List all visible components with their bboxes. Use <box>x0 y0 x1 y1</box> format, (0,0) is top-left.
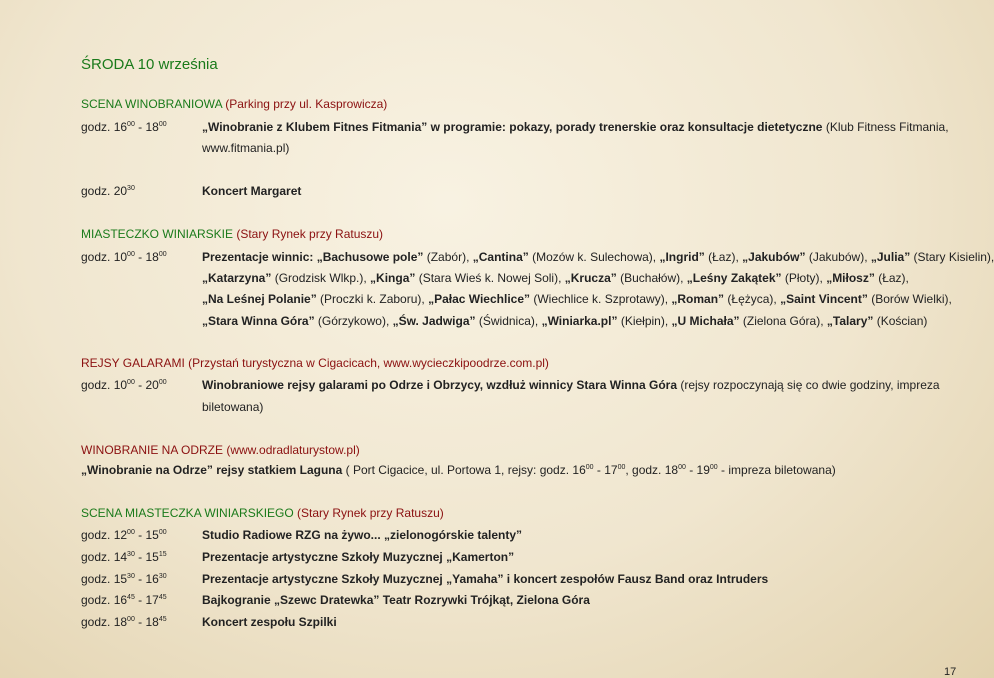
plain-text: (Mozów k. Sulechowa), <box>528 250 660 264</box>
rejsy-laguna-line <box>81 463 836 477</box>
schedule-time: godz. $15^{30} - 16^{30}$ <box>81 572 167 586</box>
plain-text: (Łaz), <box>874 271 909 285</box>
section-miasteczko-winiarskie-header <box>81 227 383 241</box>
plain-text: ( Port Cigacice, ul. Portowa 1, rejsy: godz. 16 <box>342 463 586 477</box>
plain-text: (Zielona Góra), <box>739 314 827 328</box>
section-location: (Stary Rynek przy Ratuszu) <box>293 506 444 520</box>
winnice-line-2 <box>202 271 909 285</box>
section-title: WINOBRANIE NA ODRZE <box>81 443 224 457</box>
plain-text: (Wiechlice k. Szprotawy), <box>530 292 672 306</box>
section-winobranie-na-odrze-header <box>81 443 360 457</box>
day-heading: ŚRODA 10 września <box>81 56 218 73</box>
plain-text: (Zabór), <box>423 250 473 264</box>
plain-text: (Borów Wielki), <box>867 292 952 306</box>
highlight-text: Prezentacje winnic: „Bachusowe pole” <box>202 250 424 264</box>
highlight-text: „Św. Jadwiga” <box>392 314 476 328</box>
plain-text: (Jakubów), <box>805 250 871 264</box>
winnice-line-4 <box>202 314 927 328</box>
event-description-cont: www.fitmania.pl) <box>202 141 290 155</box>
plain-text: - 17 <box>593 463 618 477</box>
plain-text: (Płoty), <box>781 271 827 285</box>
plain-text: , godz. 18 <box>625 463 679 477</box>
plain-text: (Łaz), <box>704 250 743 264</box>
event-description: Koncert Margaret <box>202 184 302 198</box>
highlight-text: „Cantina” <box>472 250 529 264</box>
event-time: godz. $16^{00} - 18^{00}$ <box>81 120 167 134</box>
plain-text: (Stara Wieś k. Nowej Soli), <box>415 271 565 285</box>
event-time: godz. $10^{00} - 18^{00}$ <box>81 250 167 264</box>
plain-text: (Łężyca), <box>724 292 781 306</box>
schedule-time: godz. $18^{00} - 18^{45}$ <box>81 615 167 629</box>
highlight-text: „Ingrid” <box>659 250 705 264</box>
event-time: godz. $10^{00} - 20^{00}$ <box>81 378 167 392</box>
schedule-description: Studio Radiowe RZG na żywo... „zielonogórskie talenty” <box>202 528 523 542</box>
section-title: SCENA WINOBRANIOWA <box>81 97 222 111</box>
plain-text: (Grodzisk Wlkp.), <box>271 271 371 285</box>
plain-text: (Kiełpin), <box>617 314 672 328</box>
event-description: Winobraniowe rejsy galarami po Odrze i Obrzycy, wzdłuż winnicy Stara Winna Góra (rejsy rozpoczynają się co dwie godziny, impreza <box>202 378 940 392</box>
plain-text: (Kościan) <box>873 314 928 328</box>
highlight-text: „Leśny Zakątek” <box>686 271 782 285</box>
schedule-time: godz. $14^{30} - 15^{15}$ <box>81 550 167 564</box>
section-location: (Parking przy ul. Kasprowicza) <box>221 97 388 111</box>
schedule-description: Prezentacje artystyczne Szkoły Muzycznej „Kamerton” <box>202 550 515 564</box>
highlight-text: „Na Leśnej Polanie” <box>202 292 317 306</box>
plain-text: (Stary Kisielin), <box>910 250 994 264</box>
time-superscript: 00 <box>678 464 686 471</box>
schedule-description: Bajkogranie „Szewc Dratewka” Teatr Rozrywki Trójkąt, Zielona Góra <box>202 593 590 607</box>
highlight-text: „Pałac Wiechlice” <box>428 292 531 306</box>
section-location: (www.odradlaturystow.pl) <box>223 443 360 457</box>
highlight-text: „Kinga” <box>370 271 416 285</box>
highlight-text: „Stara Winna Góra” <box>202 314 315 328</box>
section-rejsy-galarami-header <box>81 356 549 370</box>
event-description-cont: biletowana) <box>202 400 264 414</box>
schedule-description: Koncert zespołu Szpilki <box>202 615 337 629</box>
highlight-text: „Saint Vincent” <box>780 292 868 306</box>
highlight-text: „Jakubów” <box>742 250 806 264</box>
plain-text: - 19 <box>685 463 710 477</box>
winnice-line-1 <box>202 250 994 264</box>
highlight-text: „Winiarka.pl” <box>541 314 618 328</box>
highlight-text: „Julia” <box>870 250 911 264</box>
event-description: „Winobranie z Klubem Fitnes Fitmania” w programie: pokazy, porady trenerskie oraz konsultacje dietetyczne (Klub Fitness Fitmania, <box>202 120 949 134</box>
section-title: REJSY GALARAMI <box>81 356 185 370</box>
section-location: (Przystań turystyczna w Cigacicach, www.wycieczkipoodrze.com.pl) <box>184 356 549 370</box>
plain-text: (Proczki k. Zaboru), <box>316 292 429 306</box>
plain-text: (Górzykowo), <box>314 314 393 328</box>
section-location: (Stary Rynek przy Ratuszu) <box>233 227 384 241</box>
page-number: 17 <box>944 666 957 678</box>
plain-text: - impreza biletowana) <box>717 463 836 477</box>
schedule-time: godz. $16^{45} - 17^{45}$ <box>81 593 167 607</box>
highlight-text: „Miłosz” <box>826 271 875 285</box>
section-scena-winobraniowa-header <box>81 97 387 111</box>
section-scena-miasteczka-header <box>81 506 444 520</box>
time-superscript: 00 <box>617 464 626 471</box>
event-time: godz. $20^{30}$ <box>81 184 135 198</box>
section-title: MIASTECZKO WINIARSKIE <box>81 227 234 241</box>
section-title: SCENA MIASTECZKA WINIARSKIEGO <box>81 506 294 520</box>
plain-text: (Buchałów), <box>616 271 687 285</box>
plain-text: (Świdnica), <box>475 314 542 328</box>
time-superscript: 00 <box>585 464 594 471</box>
schedule-time: godz. $12^{00} - 15^{00}$ <box>81 528 167 542</box>
highlight-text: „Krucza” <box>564 271 617 285</box>
winnice-line-3 <box>202 292 952 306</box>
time-superscript: 00 <box>709 464 718 471</box>
highlight-text: „Winobranie na Odrze” rejsy statkiem Laguna <box>81 463 343 477</box>
highlight-text: „Roman” <box>671 292 725 306</box>
highlight-text: „Talary” <box>826 314 874 328</box>
highlight-text: „U Michała” <box>671 314 740 328</box>
schedule-description: Prezentacje artystyczne Szkoły Muzycznej „Yamaha” i koncert zespołów Fausz Band oraz Intruders <box>202 572 769 586</box>
highlight-text: „Katarzyna” <box>202 271 272 285</box>
